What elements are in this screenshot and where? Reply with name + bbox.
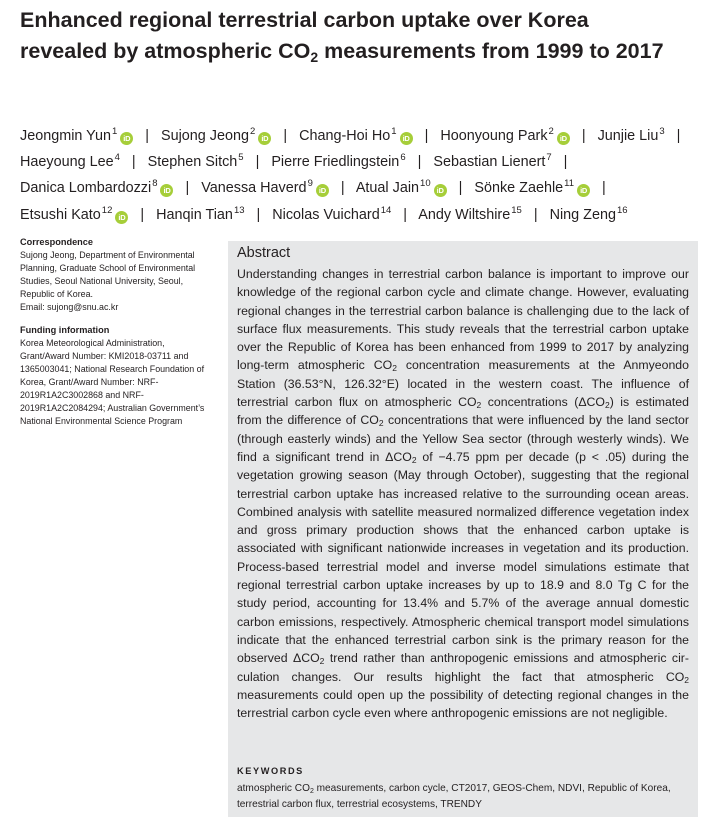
- title-subscript: 2: [310, 49, 319, 65]
- subscript-text: 2: [476, 400, 482, 411]
- keywords-heading: KEYWORDS: [237, 766, 304, 776]
- author-name[interactable]: [156, 204, 245, 223]
- affiliation-number: 3: [659, 126, 665, 137]
- author-separator: |: [140, 206, 145, 223]
- subscript-text: 2: [604, 400, 610, 411]
- text-segment: Understanding changes in terrestrial carbon balance is important to improve our knowledge of the regional carbon cycle and climate change. However, evaluating regional changes in the terrestrial carbon balance is challenging due to the lack of surface flux measurements. This study reveals that the terrestrial carbon uptake over the Republic of Korea has been enhanced from 1999 to 2017 by analyzing long-term atmospheric CO: [237, 267, 689, 373]
- author-name-text: Sönke Zaehle: [474, 180, 564, 197]
- affiliation-number: 4: [114, 152, 120, 164]
- author-name[interactable]: [598, 128, 665, 144]
- orcid-icon[interactable]: iD: [120, 132, 133, 145]
- text-segment: measurements, carbon cycle, CT2017, GEOS-Chem, NDVI, Republic of Korea, terrestrial carbon flux, terrestrial ecosystems, TRENDY: [237, 783, 671, 810]
- subscript-text: 2: [319, 656, 325, 667]
- author-separator: |: [255, 154, 260, 171]
- orcid-icon[interactable]: iD: [400, 132, 413, 145]
- author-name[interactable]: [440, 128, 570, 144]
- affiliation-number: 13: [233, 204, 245, 216]
- affiliation-number: 8: [152, 178, 158, 190]
- author-name[interactable]: [148, 154, 244, 170]
- author-separator: |: [563, 154, 568, 171]
- author-name[interactable]: [20, 128, 133, 144]
- author-name-text: Ning Zeng: [549, 206, 616, 223]
- author-separator: |: [145, 128, 149, 144]
- author-separator: |: [533, 206, 538, 223]
- author-name[interactable]: [20, 180, 173, 196]
- author-name[interactable]: [418, 204, 522, 223]
- affiliation-number: 10: [420, 178, 431, 190]
- text-segment: concentration measurements at the Anmyeondo Station (36.53°N, 126.32°E) located in the western coast. The influence of terrestrial carbon flux on atmospheric CO: [237, 358, 689, 410]
- affiliation-number: 5: [238, 152, 244, 164]
- author-name-text: Atual Jain: [355, 180, 420, 197]
- orcid-icon[interactable]: iD: [115, 211, 128, 224]
- affiliation-number: 7: [546, 152, 552, 164]
- correspondence-email[interactable]: Email: sujong@snu.ac.kr: [20, 301, 119, 312]
- affiliation-number: 2: [548, 126, 554, 137]
- subscript-text: 2: [392, 363, 397, 374]
- author-name[interactable]: [272, 204, 392, 223]
- funding-body: Korea Meteorological Administration, Grant/Award Number: KMI2018-03711 and 1365003041; National Research Foundation of Korea, Grant/Award Number: NRF-2019R1A2C3002868 and NRF-2019R1A2C2084294; Australian Government’s National Environmental Science Program: [20, 338, 205, 426]
- affiliation-number: 11: [564, 178, 575, 190]
- funding-section: [20, 324, 215, 427]
- text-segment: ) is estimated from the difference of CO: [237, 395, 689, 428]
- author-separator: |: [403, 206, 408, 223]
- text-segment: concentrations that were influenced by the land sector (through easterly winds) and the Yellow Sea sector (through westerly winds). We find a significant trend in ΔCO: [237, 413, 689, 464]
- orcid-icon[interactable]: iD: [434, 184, 447, 197]
- correspondence-body: Sujong Jeong, Department of Environmental Planning, Graduate School of Environmental Studies, Seoul National University, Seoul, Republic of Korea.: [20, 249, 196, 299]
- affiliation-number: 1: [111, 126, 118, 137]
- author-separator: |: [458, 180, 463, 197]
- affiliation-number: 9: [307, 178, 313, 190]
- author-name[interactable]: [433, 154, 551, 170]
- author-separator: |: [424, 128, 429, 144]
- abstract-text: [237, 265, 689, 722]
- author-separator: |: [256, 206, 261, 223]
- author-name-text: Jeongmin Yun: [20, 128, 111, 144]
- correspondence-section: [20, 236, 215, 313]
- author-name-text: Junjie Liu: [597, 128, 659, 144]
- author-name-text: Stephen Sitch: [147, 154, 238, 171]
- author-name-text: Andy Wiltshire: [418, 206, 511, 223]
- keywords-text: [237, 781, 687, 812]
- author-name-text: Vanessa Haverd: [201, 180, 307, 197]
- author-name[interactable]: [549, 204, 628, 223]
- author-separator: |: [131, 154, 136, 171]
- author-name-text: Haeyoung Lee: [20, 154, 114, 171]
- author-name[interactable]: [20, 204, 128, 223]
- author-name-text: Sujong Jeong: [161, 128, 250, 144]
- sidebar-info: [20, 236, 215, 428]
- affiliation-number: 12: [101, 204, 113, 216]
- affiliation-number: 6: [400, 152, 406, 164]
- author-separator: |: [417, 154, 422, 171]
- author-list: [20, 123, 700, 228]
- orcid-icon[interactable]: iD: [258, 132, 271, 145]
- author-name[interactable]: [299, 128, 412, 144]
- author-name[interactable]: [201, 180, 329, 196]
- article-title: [20, 5, 680, 67]
- subscript-text: 2: [378, 418, 384, 429]
- text-segment: of −4.75 ppm per decade (p < .05) during the vegetation growing season (May through October), suggesting that the regional terrestrial carbon uptake has increased relative to the surrounding ocean areas. Combined analysis with satellite measured normalized difference vegetation index and gross primary production shows that the enhanced carbon uptake is associated with significant nationwide increases in vegetation and its production. Process-based terrestrial model and inverse model simulations estimate that regional terrestrial carbon uptake increases by up to 18.9 and 8.0 Tg C for the study period, accounting for 13.4% and 5.7% of the average annual domestic carbon emissions, respectively. Atmospheric chemical transport model simulations indicate that the enhanced terrestrial carbon sink is the primary reason for the observed ΔCO: [237, 449, 689, 666]
- author-separator: |: [581, 128, 586, 144]
- author-name[interactable]: [20, 154, 120, 170]
- affiliation-number: 15: [511, 204, 522, 216]
- author-name-text: Sebastian Lienert: [433, 154, 546, 171]
- author-name[interactable]: [161, 128, 271, 144]
- text-segment: concentrations (ΔCO: [481, 395, 605, 410]
- subscript-text: 2: [684, 674, 689, 685]
- text-segment: measurements could open up the possibility of detecting regional changes in the terrestrial carbon cycle even where anthropogenic emissions are not negligible.: [237, 687, 689, 721]
- author-name-text: Hanqin Tian: [156, 206, 233, 223]
- affiliation-number: 14: [380, 204, 392, 216]
- funding-heading: Funding information: [20, 325, 110, 336]
- author-separator: |: [602, 180, 606, 197]
- abstract-heading: Abstract: [237, 245, 291, 261]
- orcid-icon[interactable]: iD: [577, 184, 590, 197]
- orcid-icon[interactable]: iD: [316, 184, 329, 197]
- affiliation-number: 1: [391, 126, 397, 137]
- author-name[interactable]: [474, 180, 590, 196]
- text-segment: atmospheric CO: [237, 783, 310, 794]
- author-name-text: Chang-Hoi Ho: [299, 128, 391, 144]
- author-name-text: Hoonyoung Park: [440, 128, 548, 144]
- text-segment: trend rather than anthropogenic emissions and atmospheric circulation changes. Our results highlight the fact that atmospheric CO: [237, 651, 690, 684]
- orcid-icon[interactable]: iD: [557, 132, 570, 145]
- author-name-text: Danica Lombardozzi: [20, 180, 152, 197]
- title-main: Enhanced regional terrestrial carbon uptake over Korea revealed by atmospheric CO: [20, 8, 589, 63]
- subscript-text: 2: [411, 454, 417, 465]
- author-name-text: Etsushi Kato: [20, 206, 101, 223]
- author-separator: |: [676, 128, 681, 144]
- title-rest: measurements from 1999 to 2017: [318, 39, 664, 63]
- correspondence-heading: Correspondence: [20, 237, 94, 247]
- author-separator: |: [340, 180, 345, 197]
- affiliation-number: 16: [616, 204, 628, 216]
- author-name-text: Pierre Friedlingstein: [271, 154, 400, 171]
- subscript-text: 2: [309, 788, 314, 795]
- author-name[interactable]: [271, 154, 405, 170]
- orcid-icon[interactable]: iD: [160, 184, 173, 197]
- author-name[interactable]: [356, 180, 447, 196]
- author-separator: |: [185, 180, 190, 197]
- author-separator: |: [283, 128, 288, 144]
- abstract-box: [228, 241, 698, 817]
- author-name-text: Nicolas Vuichard: [272, 206, 380, 223]
- affiliation-number: 2: [250, 126, 256, 137]
